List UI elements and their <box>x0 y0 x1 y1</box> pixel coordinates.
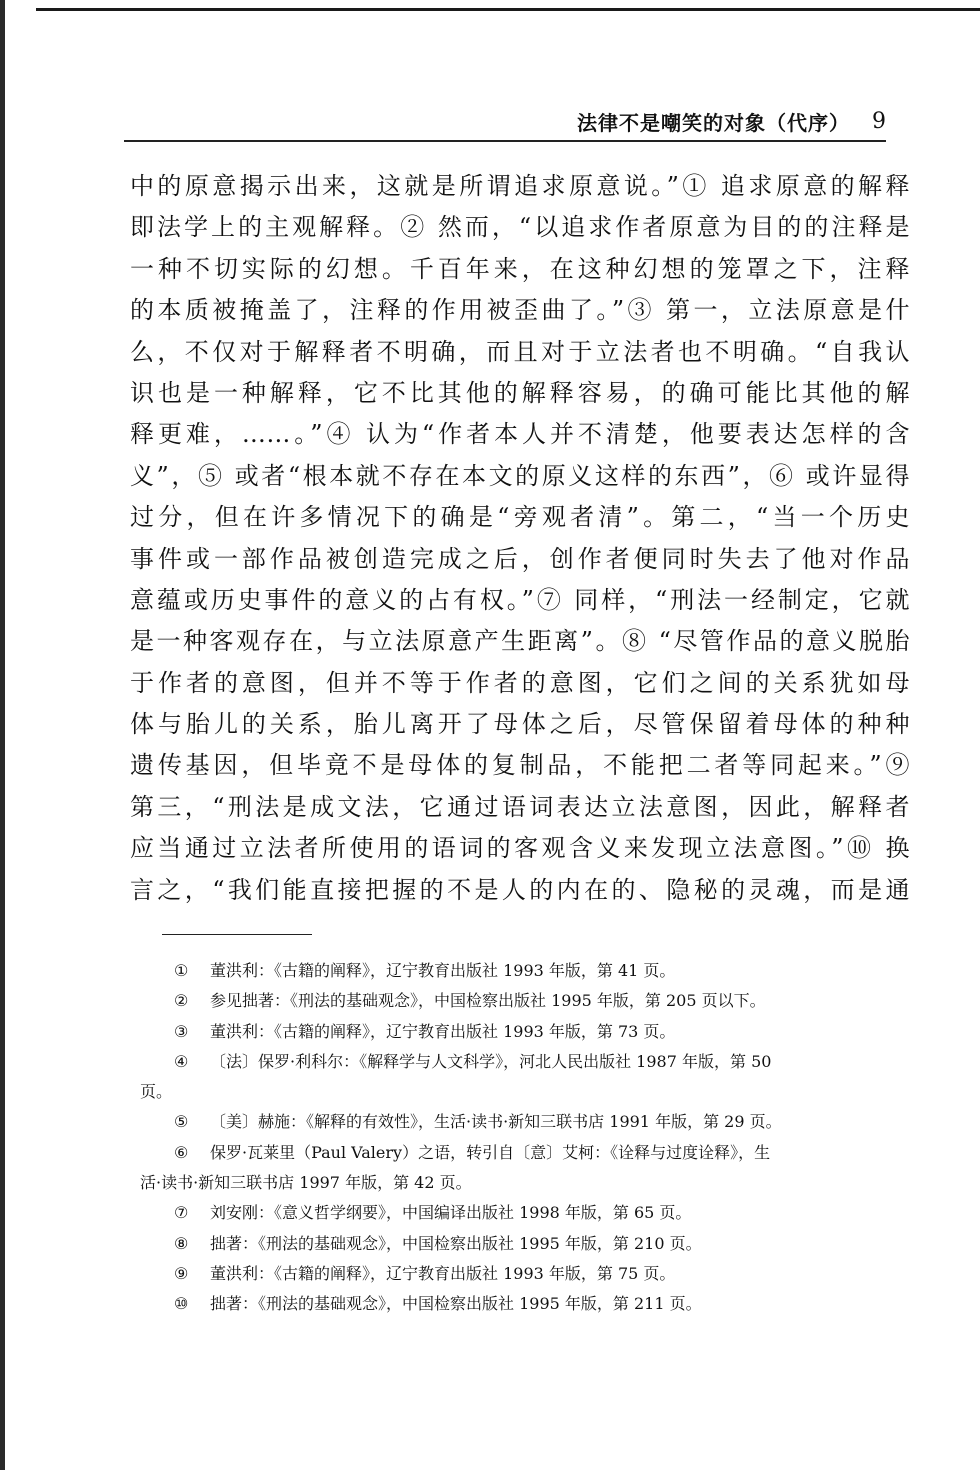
body-line: 义”，⑤ 或者“根本就不存在本文的原义这样的东西”，⑥ 或许显得 <box>130 461 910 490</box>
footnote-text: 〔法〕保罗·利科尔：《解释学与人文科学》，河北人民出版社 1987 年版，第 50 <box>210 1051 772 1071</box>
body-line: 识也是一种解释，它不比其他的解释容易，的确可能比其他的解 <box>130 378 910 407</box>
body-line: 么，不仅对于解释者不明确，而且对于立法者也不明确。“自我认 <box>130 337 910 366</box>
footnote-9 <box>140 1259 910 1289</box>
page-number: 9 <box>872 108 886 134</box>
body-line: 的本质被掩盖了，注释的作用被歪曲了。”③ 第一，立法原意是什 <box>130 296 910 325</box>
footnote-5 <box>140 1107 910 1137</box>
footnote-text: 董洪利：《古籍的阐释》，辽宁教育出版社 1993 年版，第 75 页。 <box>210 1263 676 1283</box>
footnote-text: 参见拙著：《刑法的基础观念》，中国检察出版社 1995 年版，第 205 页以下。 <box>210 991 766 1011</box>
body-text <box>130 166 910 911</box>
footnote-separator <box>162 934 312 935</box>
page-edge-shadow <box>0 0 5 1470</box>
footnote-text: 董洪利：《古籍的阐释》，辽宁教育出版社 1993 年版，第 41 页。 <box>210 961 676 980</box>
footnote-number: ⑩ <box>174 1294 189 1314</box>
footnote-6-continuation: 活·读书·新知三联书店 1997 年版，第 42 页。 <box>140 1173 472 1193</box>
body-line: 第三，“刑法是成文法，它通过语词表达立法意图，因此，解释者 <box>130 792 910 821</box>
footnote-7 <box>140 1198 910 1228</box>
footnote-number: ① <box>174 961 189 980</box>
footnote-number: ④ <box>174 1051 189 1071</box>
body-line: 于作者的意图，但并不等于作者的意图，它们之间的关系犹如母 <box>130 668 910 697</box>
footnote-10 <box>140 1289 910 1319</box>
footnote-text: 董洪利：《古籍的阐释》，辽宁教育出版社 1993 年版，第 73 页。 <box>210 1021 676 1041</box>
footnote-number: ⑤ <box>174 1112 189 1132</box>
body-line: 过分，但在许多情况下的确是“旁观者清”。第二，“当一个历史 <box>130 503 910 532</box>
footnote-4-continuation: 页。 <box>140 1082 173 1102</box>
footnote-text: 保罗·瓦莱里（Paul Valery）之语，转引自〔意〕艾柯：《诠释与过度诠释》，生 <box>210 1142 771 1162</box>
running-title: 法律不是嘲笑的对象（代序） <box>577 110 850 135</box>
footnote-2 <box>140 986 910 1016</box>
footnote-number: ③ <box>174 1021 189 1041</box>
body-line: 即法学上的主观解释。② 然而，“以追求作者原意为目的的注释是 <box>130 213 910 242</box>
running-header <box>124 102 886 142</box>
footnote-3 <box>140 1017 910 1047</box>
footnote-4 <box>140 1047 910 1077</box>
body-line: 一种不切实际的幻想。千百年来，在这种幻想的笼罩之下，注释 <box>130 254 910 283</box>
body-line: 意蕴或历史事件的意义的占有权。”⑦ 同样，“刑法一经制定，它就 <box>130 585 910 614</box>
footnote-number: ⑥ <box>174 1142 189 1162</box>
body-line: 体与胎儿的关系，胎儿离开了母体之后，尽管保留着母体的种种 <box>130 710 910 739</box>
footnote-number: ⑧ <box>174 1233 189 1253</box>
body-line: 释更难，……。”④ 认为“作者本人并不清楚，他要表达怎样的含 <box>130 420 910 449</box>
footnote-1 <box>140 956 910 986</box>
scan-top-line <box>36 8 980 11</box>
footnote-6 <box>140 1138 910 1168</box>
footnote-text: 〔美〕赫施：《解释的有效性》，生活·读书·新知三联书店 1991 年版，第 29 页。 <box>210 1112 782 1132</box>
footnote-number: ⑨ <box>174 1263 189 1283</box>
body-line: 中的原意揭示出来，这就是所谓追求原意说。”① 追求原意的解释 <box>130 172 910 200</box>
footnotes <box>140 956 910 1320</box>
footnote-number: ⑦ <box>174 1203 189 1223</box>
footnote-text: 刘安刚：《意义哲学纲要》，中国编译出版社 1998 年版，第 65 页。 <box>210 1203 692 1223</box>
body-line: 事件或一部作品被创造完成之后，创作者便同时失去了他对作品 <box>130 544 910 573</box>
body-line: 遗传基因，但毕竟不是母体的复制品，不能把二者等同起来。”⑨ <box>130 751 910 780</box>
footnote-8 <box>140 1229 910 1259</box>
body-line: 是一种客观存在，与立法原意产生距离”。⑧ “尽管作品的意义脱胎 <box>130 627 910 656</box>
body-line: 应当通过立法者所使用的语词的客观含义来发现立法意图。”⑩ 换 <box>130 834 910 863</box>
footnote-number: ② <box>174 991 189 1011</box>
body-line: 言之，“我们能直接把握的不是人的内在的、隐秘的灵魂，而是通 <box>130 875 910 904</box>
footnote-text: 拙著：《刑法的基础观念》，中国检察出版社 1995 年版，第 210 页。 <box>210 1233 702 1253</box>
footnote-text: 拙著：《刑法的基础观念》，中国检察出版社 1995 年版，第 211 页。 <box>210 1294 702 1314</box>
